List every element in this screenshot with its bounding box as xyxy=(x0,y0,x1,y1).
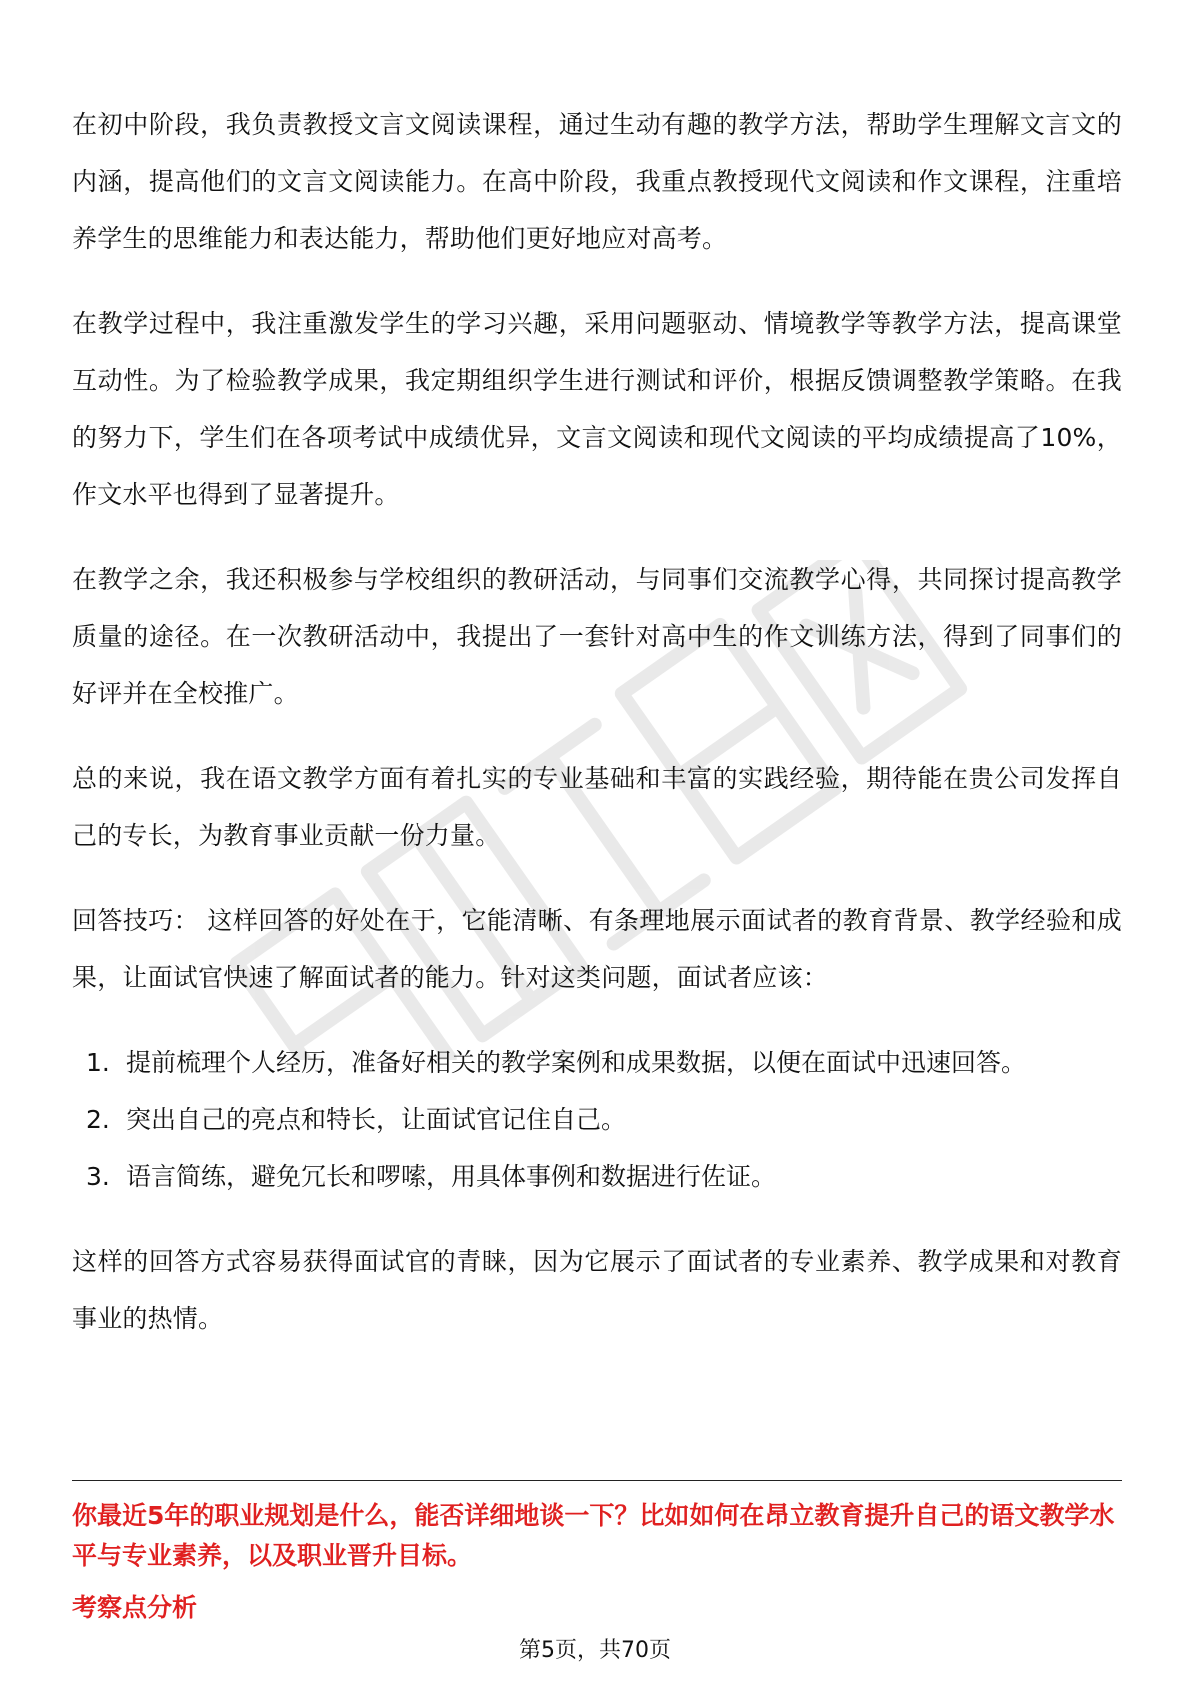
paragraph-research-activities: 在教学之余，我还积极参与学校组织的教研活动，与同事们交流教学心得，共同探讨提高教学质量的途径。在一次教研活动中，我提出了一套针对高中生的作文训练方法，得到了同事们的好评并在全校推广。 xyxy=(72,565,1122,708)
paragraph-teaching-process: 在教学过程中，我注重激发学生的学习兴趣，采用问题驱动、情境教学等教学方法，提高课堂互动性。为了检验教学成果，我定期组织学生进行测试和评价，根据反馈调整教学策略。在我的努力下，学生们在各项考试中成绩优异，文言文阅读和现代文阅读的平均成绩提高了10%，作文水平也得到了显著提升。 xyxy=(72,309,1122,509)
paragraph-closing: 这样的回答方式容易获得面试官的青睐，因为它展示了面试者的专业素养、教学成果和对教育事业的热情。 xyxy=(72,1247,1122,1333)
list-item-text: 提前梳理个人经历，准备好相关的教学案例和成果数据，以便在面试中迅速回答。 xyxy=(126,1048,1027,1077)
list-item xyxy=(72,1148,1122,1205)
section-divider xyxy=(72,1480,1122,1481)
next-question-heading: 你最近5年的职业规划是什么，能否详细地谈一下？比如如何在昂立教育提升自己的语文教学水平与专业素养，以及职业晋升目标。 xyxy=(72,1501,1115,1570)
tips-list xyxy=(72,1034,1122,1205)
list-item-number: 2. xyxy=(86,1105,110,1134)
list-item xyxy=(72,1034,1122,1091)
list-item xyxy=(72,1091,1122,1148)
analysis-section-heading: 考察点分析 xyxy=(72,1593,198,1622)
list-item-number: 3. xyxy=(86,1162,110,1191)
paragraph-answer-tips: 回答技巧： 这样回答的好处在于，它能清晰、有条理地展示面试者的教育背景、教学经验和成果，让面试官快速了解面试者的能力。针对这类问题，面试者应该： xyxy=(72,906,1122,992)
paragraph-summary: 总的来说，我在语文教学方面有着扎实的专业基础和丰富的实践经验，期待能在贵公司发挥自己的专长，为教育事业贡献一份力量。 xyxy=(72,764,1122,850)
list-item-number: 1. xyxy=(86,1048,110,1077)
page-number-footer: 第5页，共70页 xyxy=(519,1638,671,1663)
list-item-text: 语言简练，避免冗长和啰嗦，用具体事例和数据进行佐证。 xyxy=(126,1162,777,1191)
document-body xyxy=(72,96,1122,1375)
paragraph-junior-high: 在初中阶段，我负责教授文言文阅读课程，通过生动有趣的教学方法，帮助学生理解文言文的内涵，提高他们的文言文阅读能力。在高中阶段，我重点教授现代文阅读和作文课程，注重培养学生的思维能力和表达能力，帮助他们更好地应对高考。 xyxy=(72,110,1122,253)
list-item-text: 突出自己的亮点和特长，让面试官记住自己。 xyxy=(126,1105,627,1134)
